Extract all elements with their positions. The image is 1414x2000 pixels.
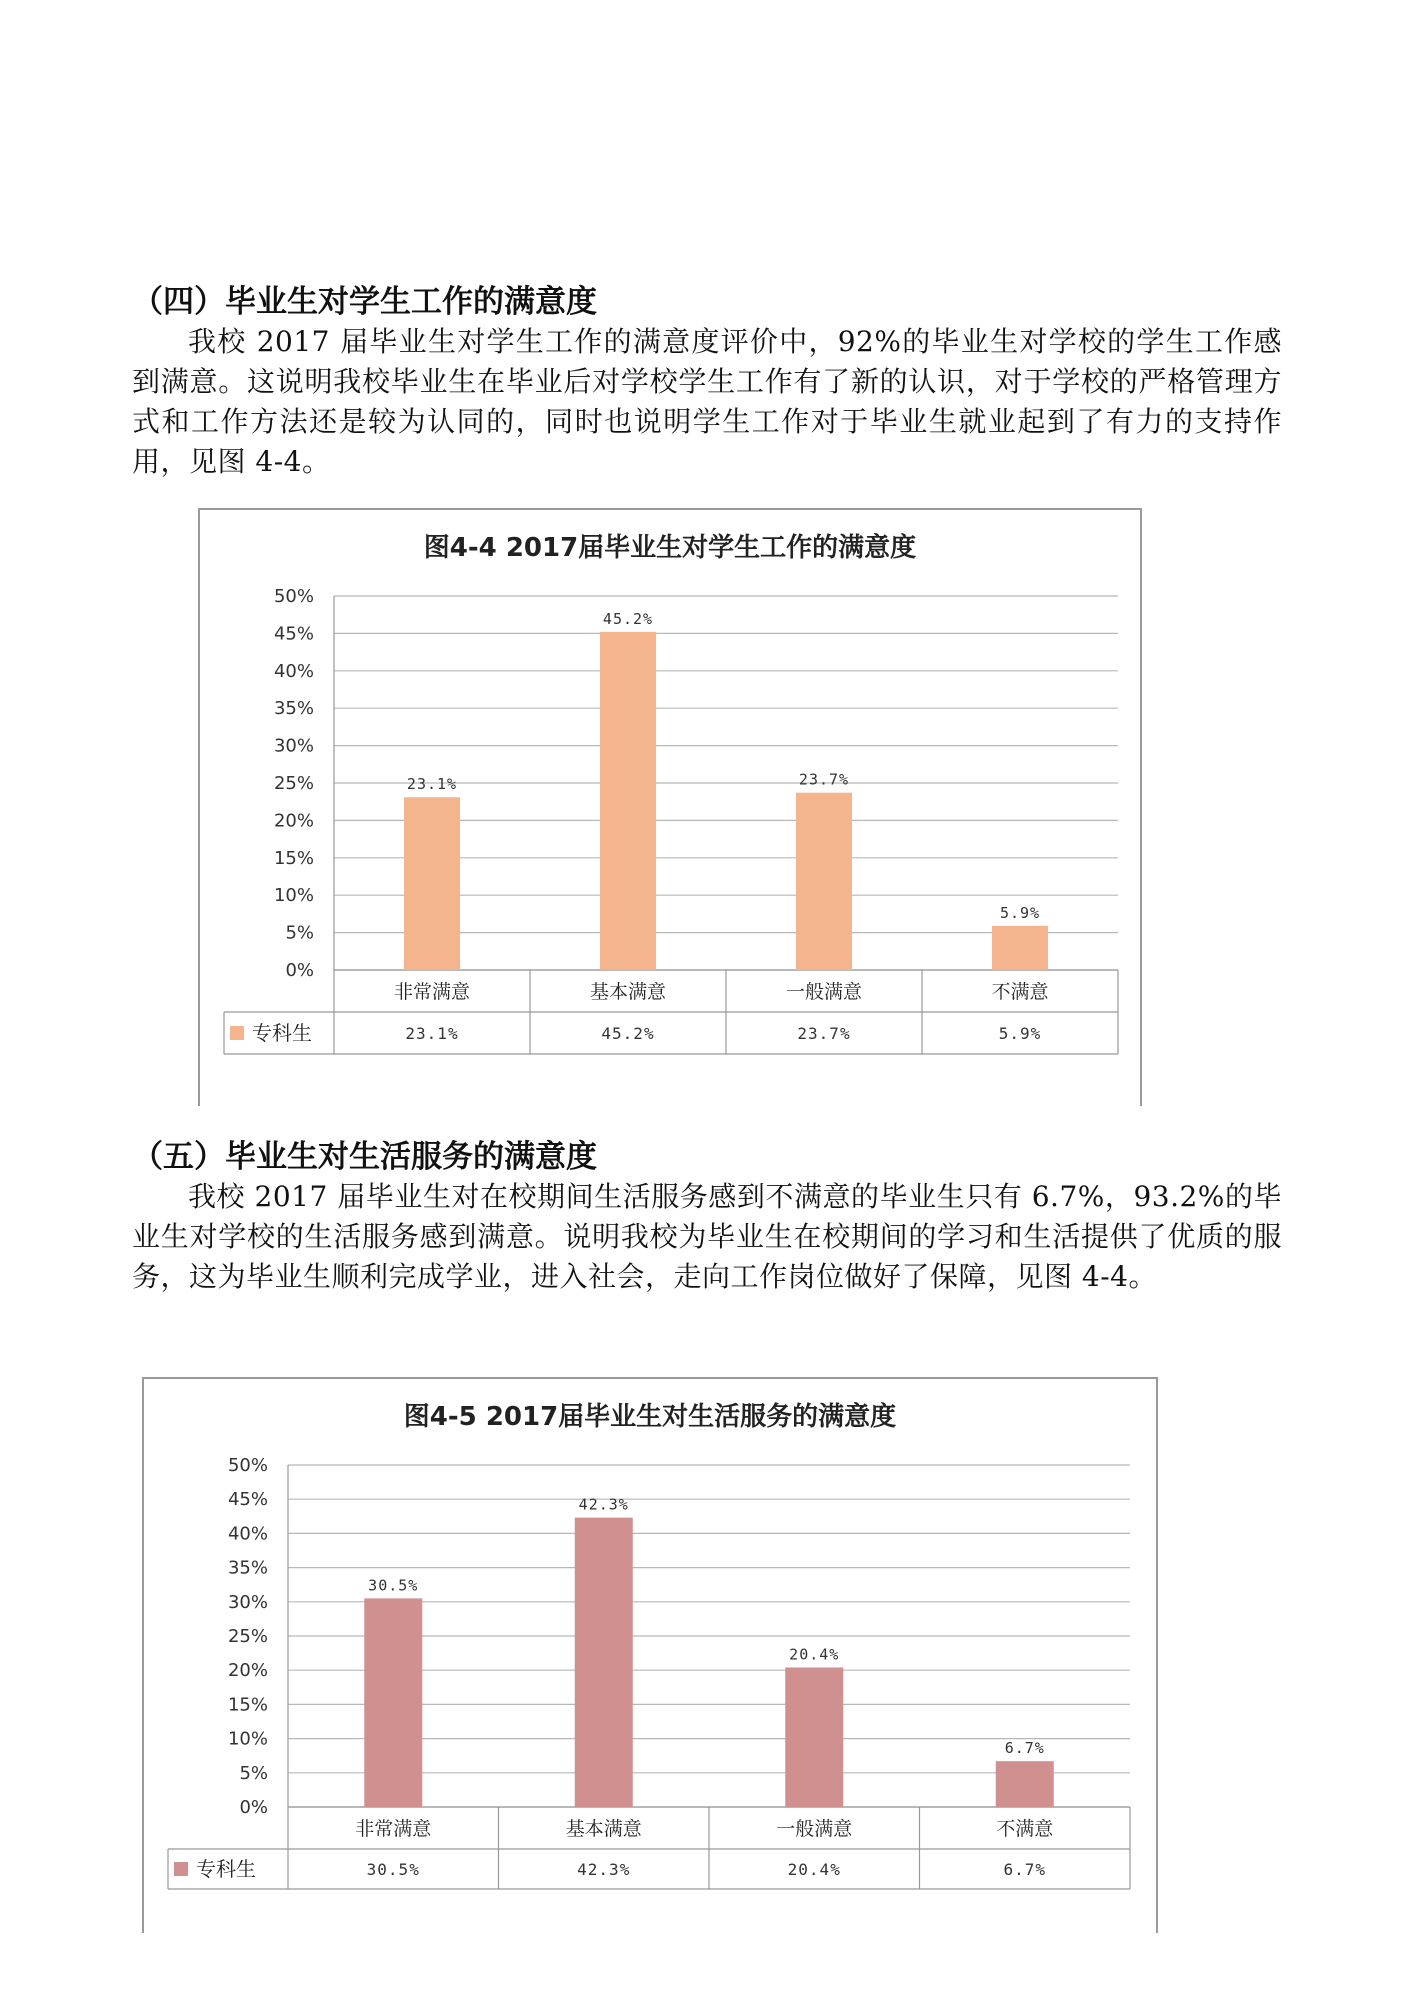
table-value: 6.7% xyxy=(1003,1860,1047,1879)
y-tick-label: 10% xyxy=(227,1728,268,1750)
table-value: 42.3% xyxy=(577,1860,631,1879)
data-label: 45.2% xyxy=(602,609,654,628)
y-tick-label: 25% xyxy=(227,1626,268,1647)
category-label: 非常满意 xyxy=(355,1818,432,1840)
bar xyxy=(600,632,656,970)
legend-swatch xyxy=(174,1862,188,1876)
y-tick-label: 15% xyxy=(227,1694,268,1716)
y-tick-label: 45% xyxy=(227,1489,268,1511)
y-tick-label: 40% xyxy=(273,660,314,682)
chart-4-5-svg xyxy=(144,1379,1156,1933)
chart-title: 图4-4 2017届毕业生对学生工作的满意度 xyxy=(423,533,917,563)
y-tick-label: 30% xyxy=(227,1591,268,1613)
chart-4-4-svg xyxy=(200,510,1140,1106)
y-tick-label: 5% xyxy=(239,1762,268,1784)
y-tick-label: 10% xyxy=(273,885,314,907)
y-tick-label: 35% xyxy=(273,698,314,720)
section-5-paragraph: 我校 2017 届毕业生对在校期间生活服务感到不满意的毕业生只有 6.7%，93.2%的毕业生对学校的生活服务感到满意。说明我校为毕业生在校期间的学习和生活提供了优质的服务，这为毕业生顺利完成学业，进入社会，走向工作岗位做好了保障，见图 4-4。 xyxy=(132,1180,1282,1293)
bar xyxy=(404,797,460,970)
category-label: 一般满意 xyxy=(785,981,863,1003)
y-tick-label: 20% xyxy=(227,1660,268,1682)
table-value: 45.2% xyxy=(601,1024,655,1043)
bar xyxy=(996,1761,1054,1807)
chart-title: 图4-5 2017届毕业生对生活服务的满意度 xyxy=(403,1402,897,1432)
table-value: 30.5% xyxy=(366,1860,420,1879)
y-tick-label: 0% xyxy=(239,1797,268,1818)
legend-label: 专科生 xyxy=(196,1857,256,1881)
table-value: 23.1% xyxy=(405,1024,459,1043)
category-label: 一般满意 xyxy=(776,1818,853,1840)
chart-4-4 xyxy=(198,508,1142,1106)
y-tick-label: 40% xyxy=(227,1523,268,1545)
section-4-title: （四）毕业生对学生工作的满意度 xyxy=(132,284,597,320)
y-tick-label: 15% xyxy=(273,847,314,869)
y-tick-label: 0% xyxy=(285,960,314,981)
category-label: 基本满意 xyxy=(565,1818,642,1840)
section-4-paragraph: 我校 2017 届毕业生对学生工作的满意度评价中，92%的毕业生对学校的学生工作感到满意。这说明我校毕业生在毕业后对学校学生工作有了新的认识，对于学校的严格管理方式和工作方法还是较为认同的，同时也说明学生工作对于毕业生就业起到了有力的支持作用，见图 4-4。 xyxy=(132,325,1282,478)
legend-label: 专科生 xyxy=(252,1021,312,1045)
legend-swatch xyxy=(230,1026,244,1040)
y-tick-label: 25% xyxy=(273,773,314,794)
table-value: 23.7% xyxy=(797,1024,851,1043)
category-label: 不满意 xyxy=(991,981,1049,1003)
category-label: 不满意 xyxy=(996,1818,1054,1840)
table-value: 20.4% xyxy=(787,1860,841,1879)
data-label: 30.5% xyxy=(368,1576,419,1595)
chart-4-5 xyxy=(142,1377,1158,1933)
data-label: 6.7% xyxy=(1004,1739,1045,1758)
y-tick-label: 50% xyxy=(227,1455,268,1476)
data-label: 5.9% xyxy=(999,903,1041,922)
data-label: 23.7% xyxy=(798,770,850,789)
section-5-title: （五）毕业生对生活服务的满意度 xyxy=(132,1139,597,1175)
bar xyxy=(364,1598,422,1807)
y-tick-label: 20% xyxy=(273,810,314,832)
y-tick-label: 45% xyxy=(273,623,314,645)
y-tick-label: 50% xyxy=(273,586,314,607)
data-label: 20.4% xyxy=(789,1645,840,1664)
bar xyxy=(575,1518,633,1807)
y-tick-label: 35% xyxy=(227,1557,268,1579)
bar xyxy=(785,1667,843,1807)
category-label: 非常满意 xyxy=(393,981,471,1003)
table-value: 5.9% xyxy=(998,1024,1042,1043)
y-tick-label: 5% xyxy=(285,922,314,944)
bar xyxy=(992,926,1048,970)
category-label: 基本满意 xyxy=(589,981,667,1003)
data-label: 42.3% xyxy=(578,1495,629,1514)
y-tick-label: 30% xyxy=(273,735,314,757)
data-label: 23.1% xyxy=(406,775,458,794)
bar xyxy=(796,793,852,970)
